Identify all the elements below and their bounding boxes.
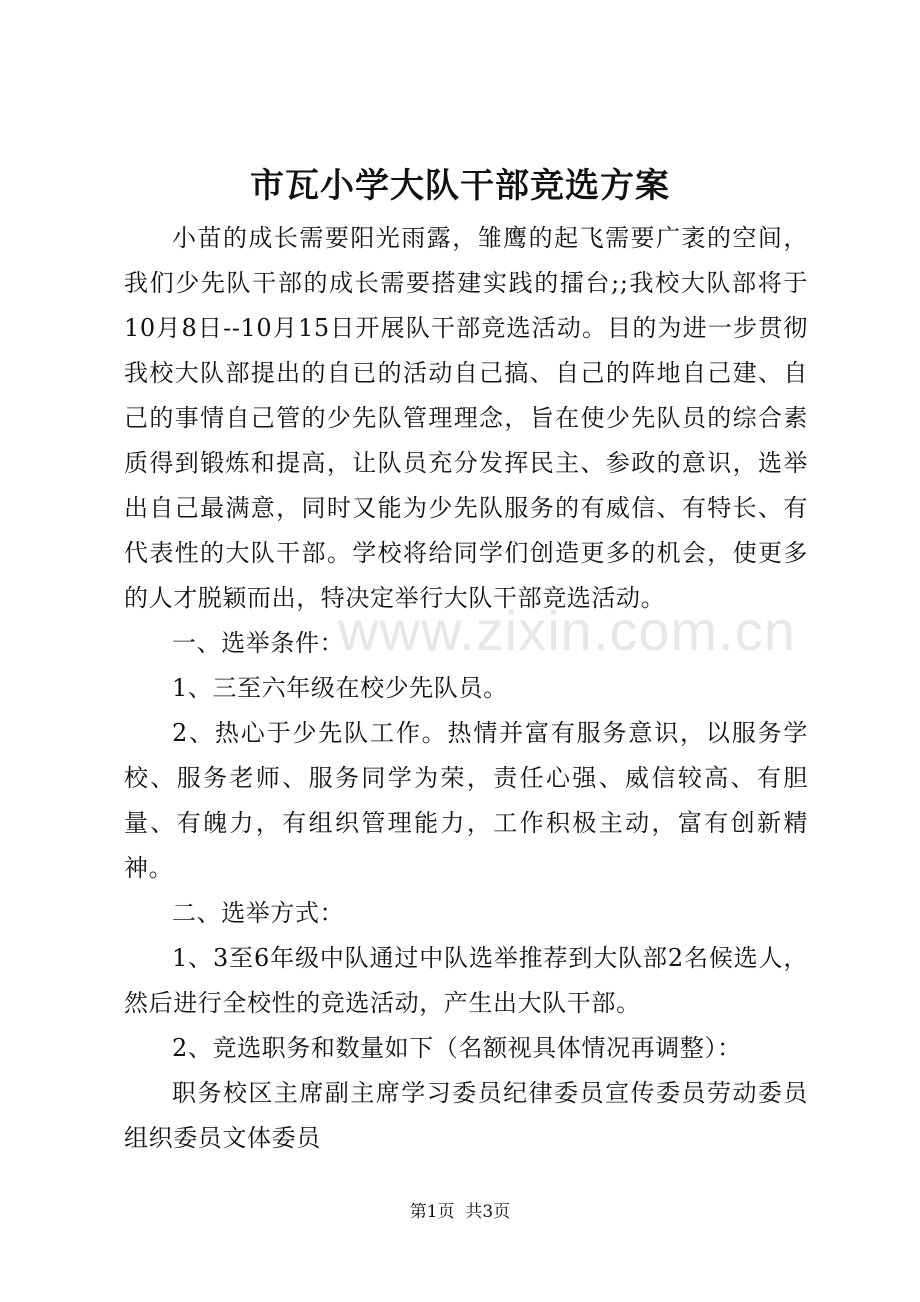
condition-item-2: 2、热心于少先队工作。热情并富有服务意识，以服务学校、服务老师、服务同学为荣，责任心强、威信较高、有胆量、有魄力，有组织管理能力，工作积极主动，富有创新精神。 [124, 719, 808, 882]
method-item-1: 1、3至6年级中队通过中队选举推荐到大队部2名候选人，然后进行全校性的竞选活动，产生出大队干部。 [124, 944, 808, 1017]
paragraph-intro: 小苗的成长需要阳光雨露，雏鹰的起飞需要广袤的空间，我们少先队干部的成长需要搭建实践的擂台;;我校大队部将于10月8日--10月15日开展队干部竞选活动。目的为进一步贯彻我校大队部提出的自已的活动自己搞、自己的阵地自己建、自己的事情自己管的少先队管理理念，旨在使少先队员的综合素质得到锻炼和提高，让队员充分发挥民主、参政的意识，选举出自己最满意，同时又能为少先队服务的有威信、有特长、有代表性的大队干部。学校将给同学们创造更多的机会，使更多的人才脱颖而出，特决定举行大队干部竞选活动。 [124, 224, 808, 612]
position-list: 职务校区主席副主席学习委员纪律委员宣传委员劳动委员组织委员文体委员 [124, 1079, 808, 1152]
watermark: www.zixin.com.cn [338, 599, 796, 662]
section-heading-method: 二、选举方式： [172, 899, 345, 927]
section-heading-conditions: 一、选举条件： [172, 629, 345, 657]
document-title: 市瓦小学大队干部竞选方案 [250, 166, 670, 206]
document-body [124, 216, 808, 1161]
page-total: 共3页 [465, 1202, 511, 1222]
page-footer [0, 1200, 920, 1224]
method-item-2: 2、竞选职务和数量如下（名额视具体情况再调整）： [172, 1034, 742, 1062]
condition-item-1: 1、三至六年级在校少先队员。 [172, 674, 508, 702]
page-number: 第1页 [409, 1202, 455, 1222]
